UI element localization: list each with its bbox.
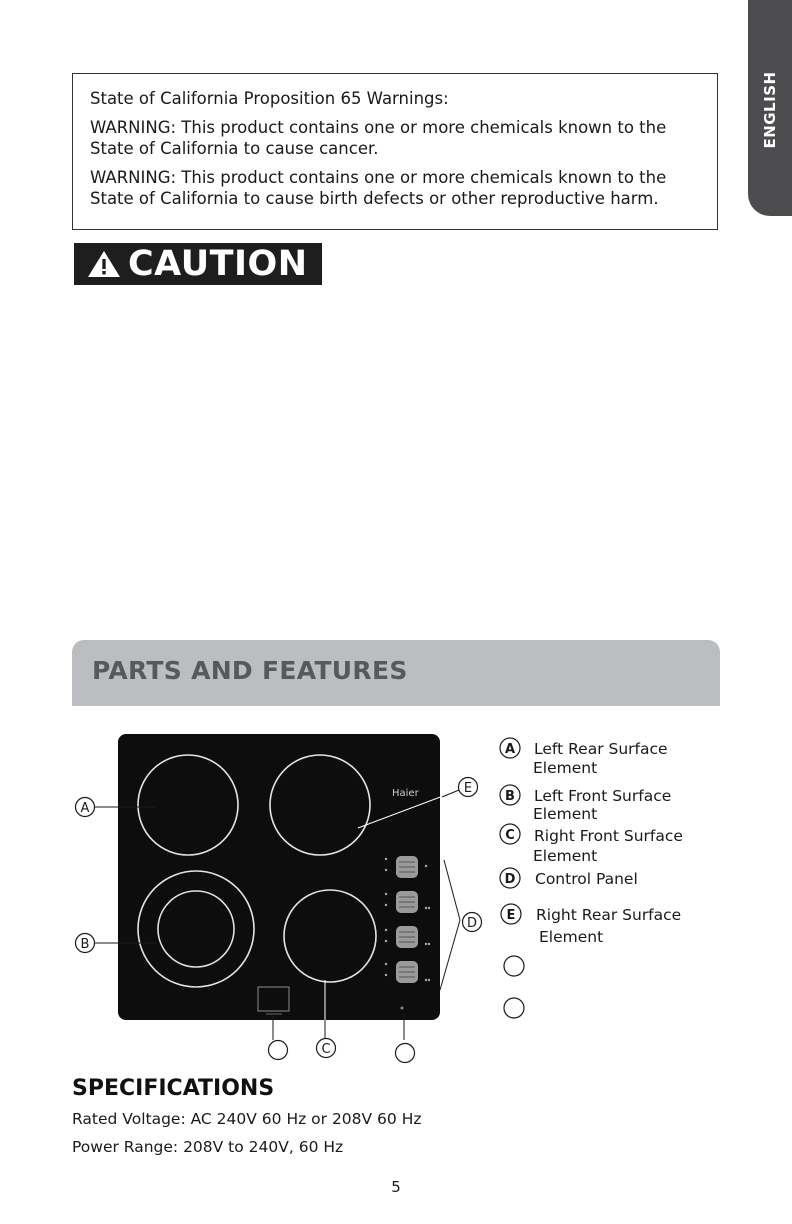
- brand-logo: Haier: [392, 788, 419, 799]
- svg-text:D: D: [504, 872, 516, 887]
- legend-label: Right Front Surface: [534, 827, 683, 845]
- legend-blank-circle: [504, 998, 524, 1018]
- callout-blank: [269, 1041, 288, 1060]
- legend-label: Element: [533, 847, 598, 865]
- legend-label: Control Panel: [535, 870, 638, 888]
- prop65-heading: State of California Proposition 65 Warnings:: [90, 89, 449, 108]
- callout-a: [76, 798, 95, 817]
- callout-b: [76, 934, 95, 953]
- prop65-warning-cancer-line1: WARNING: This product contains one or more chemicals known to the: [90, 118, 667, 137]
- prop65-warning-cancer: [90, 117, 701, 159]
- legend-label: Element: [539, 928, 604, 946]
- svg-text:D: D: [466, 916, 478, 931]
- prop65-warning-reproductive-line1: WARNING: This product contains one or more chemicals known to the: [90, 168, 667, 187]
- caution-banner: [74, 243, 322, 285]
- caution-label: CAUTION: [128, 244, 308, 284]
- legend-label: Left Front Surface: [534, 787, 672, 805]
- specifications-title: SPECIFICATIONS: [72, 1076, 275, 1101]
- spec-rated-voltage: Rated Voltage: AC 240V 60 Hz or 208V 60 Hz: [72, 1110, 422, 1128]
- svg-text:E: E: [506, 908, 516, 923]
- prop65-warning-box: [72, 73, 718, 230]
- prop65-warning-cancer-line2: State of California to cause cancer.: [90, 139, 379, 158]
- language-tab-label: ENGLISH: [761, 71, 779, 149]
- page-number: 5: [391, 1178, 401, 1196]
- svg-text:E: E: [463, 781, 473, 796]
- warning-triangle-icon: [86, 249, 122, 279]
- parts-and-features-header: [72, 640, 720, 706]
- callout-blank: [396, 1044, 415, 1063]
- legend-item-c: [500, 824, 683, 865]
- legend-label: Element: [533, 805, 598, 823]
- callout-c: [317, 1039, 336, 1058]
- legend-blank-circle: [504, 956, 524, 976]
- callout-e: [459, 778, 478, 797]
- spec-power-range: Power Range: 208V to 240V, 60 Hz: [72, 1138, 344, 1156]
- power-indicator: [401, 1007, 404, 1010]
- prop65-warning-reproductive: [90, 167, 701, 209]
- legend-item-d: [500, 868, 638, 888]
- legend-item-a: [500, 738, 668, 777]
- language-tab: [748, 0, 792, 216]
- callout-d: [463, 913, 482, 932]
- parts-and-features-title: PARTS AND FEATURES: [92, 656, 408, 685]
- svg-text:B: B: [505, 789, 515, 804]
- legend-label: Element: [533, 759, 598, 777]
- cooktop-diagram: [0, 720, 792, 1070]
- legend-item-e: [501, 904, 681, 946]
- svg-text:A: A: [80, 801, 90, 816]
- legend-label: Right Rear Surface: [536, 906, 682, 924]
- legend-item-b: [500, 785, 671, 823]
- svg-text:A: A: [504, 742, 516, 757]
- legend-label: Left Rear Surface: [534, 740, 668, 758]
- svg-text:B: B: [80, 937, 90, 952]
- prop65-warning-reproductive-line2: State of California to cause birth defects or other reproductive harm.: [90, 189, 659, 208]
- svg-text:C: C: [321, 1042, 331, 1057]
- svg-text:C: C: [505, 828, 515, 843]
